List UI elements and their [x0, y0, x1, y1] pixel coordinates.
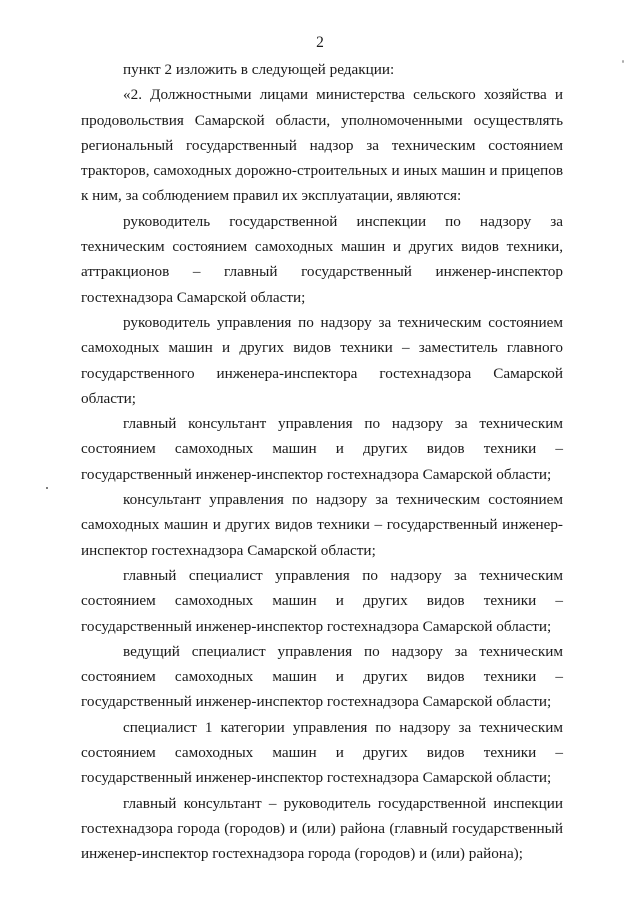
paragraph-department-head: руководитель управления по надзору за техническим состоянием самоходных машин и других видов техники – заместитель главного государственного инженера-инспектора гостехнадзора Самарской области; [81, 313, 563, 407]
page-number: 2 [316, 34, 324, 51]
paragraph-specialist-category-1: специалист 1 категории управления по надзору за техническим состоянием самоходных машин и других видов техники – государственный инженер-инспектор гостехнадзора Самарской области; [81, 718, 563, 787]
paragraph-leading-specialist: ведущий специалист управления по надзору за техническим состоянием самоходных машин и других видов техники – государственный инженер-инспектор гостехнадзора Самарской области; [81, 642, 563, 711]
scan-speck [622, 60, 624, 63]
paragraph-chief-consultant: главный консультант управления по надзору за техническим состоянием самоходных машин и других видов техники – государственный инженер-инспектор гостехнадзора Самарской области; [81, 415, 563, 483]
paragraph-chief-specialist: главный специалист управления по надзору за техническим состоянием самоходных машин и других видов техники – государственный инженер-инспектор гостехнадзора Самарской области; [81, 566, 563, 635]
paragraph-item-2-heading: «2. Должностными лицами министерства сельского хозяйства и продовольствия Самарской области, уполномоченными осуществлять региональный государственный надзор за техническим состоянием тракторов, самоходных дорожно-строительных и иных машин и прицепов к ним, за соблюдением правил их эксплуатации, являются: [81, 86, 563, 205]
paragraph-chief-consultant-city: главный консультант – руководитель государственной инспекции гостехнадзора города (городов) и (или) района (главный государственный инженер-инспектор гостехнадзора города (городов) и (или) района); [81, 794, 563, 863]
paragraph-inspection-head: руководитель государственной инспекции по надзору за техническим состоянием самоходных машин и других видов техники, аттракционов – главный государственный инженер-инспектор гостехнадзора Самарской области; [81, 212, 563, 306]
document-body [81, 57, 563, 867]
paragraph-intro: пункт 2 изложить в следующей редакции: [123, 61, 395, 78]
scan-speck [46, 487, 48, 489]
paragraph-consultant: консультант управления по надзору за техническим состоянием самоходных машин и других видов техники – государственный инженер-инспектор гостехнадзора Самарской области; [81, 491, 563, 559]
